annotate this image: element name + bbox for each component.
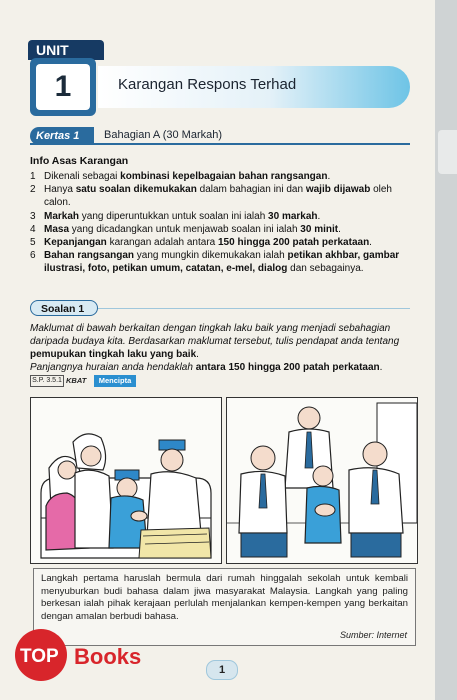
page-edge: [435, 0, 457, 700]
caption-source: Sumber: Internet: [339, 629, 407, 640]
question-divider: [98, 308, 410, 309]
info-item-text: Dikenali sebagai kombinasi kepelbagaian bahan rangsangan.: [44, 171, 331, 182]
caption-text: Langkah pertama haruslah bermula dari rumah hinggalah sekolah untuk kembali menyuburkan budi bahasa dalam jiwa masyarakat Malaysia. Langkah yang paling berkesan ialah pihak kerajaan perlulah menjalankan kempen-kempen yang berkaitan dengan amalan berbudi bahasa.: [41, 573, 408, 622]
family-illustration-art: [31, 398, 221, 563]
question-header: [30, 300, 410, 316]
edge-tab: [438, 130, 457, 174]
info-item: [30, 223, 415, 236]
info-item: [30, 236, 415, 249]
info-list: [30, 170, 415, 276]
logo-top-text: TOP: [20, 646, 59, 667]
logo-books-text: Books: [74, 644, 142, 669]
mencipta-tag: Mencipta: [94, 375, 136, 387]
chapter-title: Karangan Respons Terhad: [118, 76, 297, 93]
info-item-number: 6: [30, 250, 36, 262]
sp-tag: S.P. 3.5.1: [30, 375, 64, 387]
school-illustration: [226, 397, 418, 564]
info-item-text: Markah yang diperuntukkan untuk soalan ini ialah 30 markah.: [44, 210, 321, 222]
info-item-number: 4: [30, 223, 36, 235]
family-illustration: [30, 397, 222, 564]
info-item-text: Kepanjangan karangan adalah antara 150 hingga 200 patah perkataan.: [44, 237, 372, 249]
kbat-tag: KBAT: [66, 376, 87, 385]
page-number: 1: [206, 660, 238, 680]
question-text: Maklumat di bawah berkaitan dengan tingkah laku baik yang menjadi sebahagian daripada budaya kita. Berdasarkan maklumat tersebut, tulis pendapat anda tentang pemupukan tingkah laku yang baik. Panjangnya huraian anda hendaklah antara 150 hingga 200 patah perkataan.: [30, 323, 400, 373]
section-label: Bahagian A (30 Markah): [104, 129, 223, 141]
kertas-badge: Kertas 1: [30, 127, 94, 145]
info-item-number: 1: [30, 171, 36, 182]
section-header: [30, 127, 410, 145]
info-item: [30, 210, 415, 223]
info-item: [30, 170, 415, 183]
question-label: Soalan 1: [30, 300, 98, 316]
info-item-text: Bahan rangsangan yang mungkin dikemukakan ialah petikan akhbar, gambar ilustrasi, foto, petikan umum, catatan, e-mel, dialog dan sebagainya.: [44, 250, 400, 275]
school-illustration-art: [227, 398, 417, 563]
info-item-number: 5: [30, 237, 36, 249]
unit-label: UNIT: [28, 40, 104, 60]
info-item-text: Hanya satu soalan dikemukakan dalam bahagian ini dan wajib dijawab oleh calon.: [44, 184, 392, 209]
info-title: Info Asas Karangan: [30, 155, 129, 167]
info-item: [30, 249, 415, 275]
info-item-text: Masa yang dicadangkan untuk menjawab soalan ini ialah 30 minit.: [44, 223, 341, 235]
info-item-number: 2: [30, 184, 36, 196]
unit-number: 1: [36, 64, 90, 110]
info-item: [30, 183, 415, 209]
info-item-number: 3: [30, 210, 36, 222]
topbooks-logo: [14, 628, 192, 682]
